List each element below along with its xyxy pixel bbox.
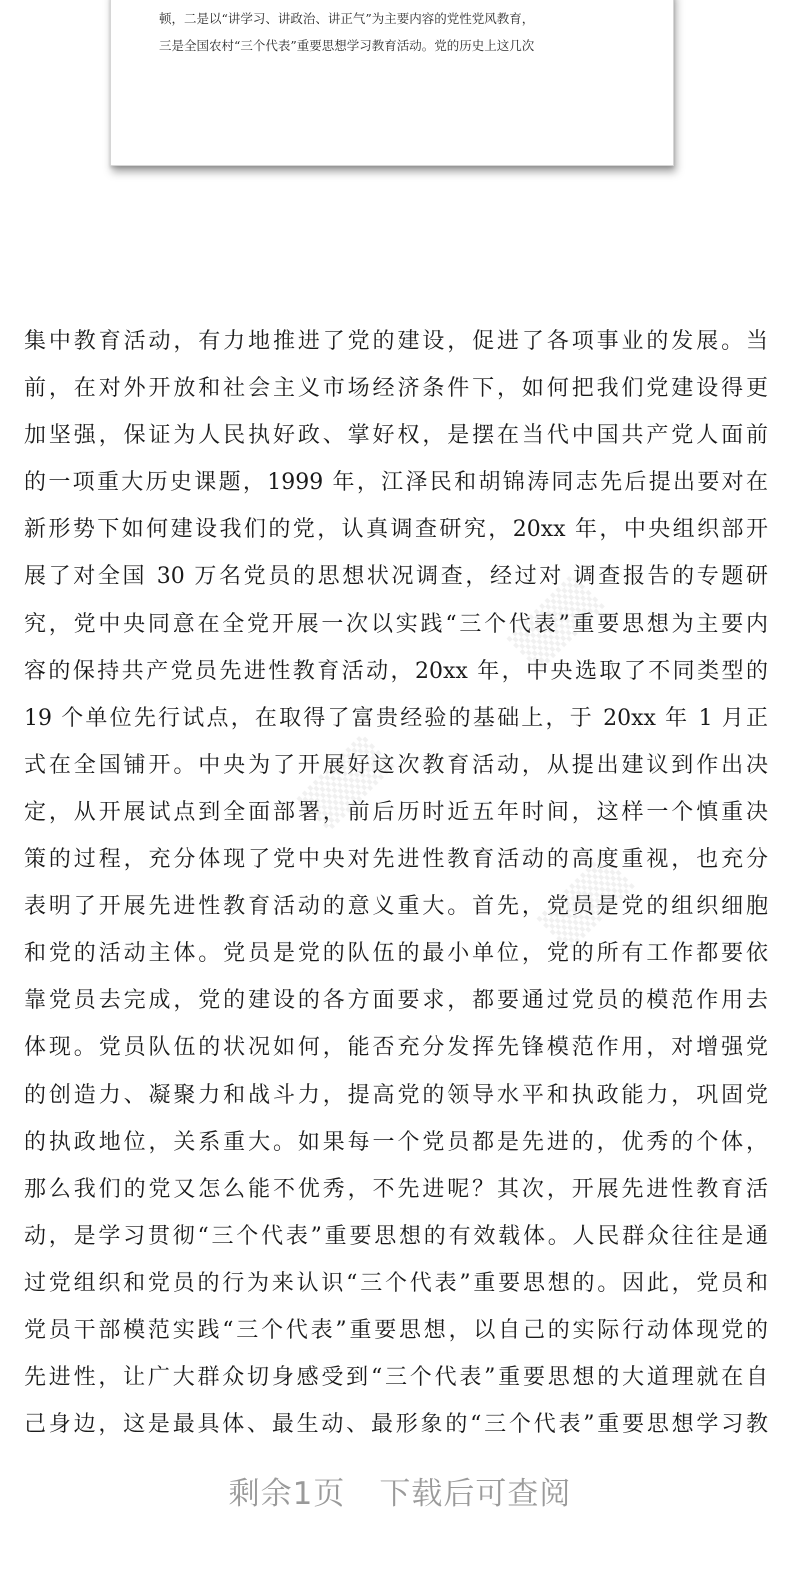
text-line: 靠党员去完成，党的建设的各方面要求，都要通过党员的模范作用去 [24, 988, 768, 1014]
text-line: 先进性，让广大群众切身感受到“三个代表”重要思想的大道理就在自 [24, 1365, 768, 1391]
text-line: 定，从开展试点到全面部署，前后历时近五年时间，这样一个慎重决 [24, 799, 768, 825]
previous-page-card [110, 0, 674, 166]
text-line: 己身边，这是最具体、最生动、最形象的“三个代表”重要思想学习教 [24, 1412, 768, 1438]
remaining-pages-label: 剩余1页 [228, 1476, 346, 1512]
text-line: 党员干部模范实践“三个代表”重要思想，以自己的实际行动体现党的 [24, 1317, 768, 1343]
text-line: 过党组织和党员的行为来认识“三个代表”重要思想的。因此，党员和 [24, 1270, 768, 1296]
watermark: ▒▒▒ [537, 854, 636, 952]
download-hint-label: 下载后可查阅 [379, 1476, 572, 1512]
text-line: 的创造力、凝聚力和战斗力，提高党的领导水平和执政能力，巩固党 [24, 1082, 768, 1108]
text-line: 新形势下如何建设我们的党，认真调查研究，20xx 年，中央组织部开 [24, 517, 768, 543]
text-line: 容的保持共产党员先进性教育活动，20xx 年，中央选取了不同类型的 [24, 658, 768, 684]
text-line: 动，是学习贯彻“三个代表”重要思想的有效载体。人民群众往往是通 [24, 1223, 768, 1249]
preview-line-1: 顿，二是以“讲学习、讲政治、讲正气”为主要内容的党性党风教育， [159, 11, 535, 26]
text-line: 那么我们的党又怎么能不优秀，不先进呢？其次，开展先进性教育活 [24, 1176, 768, 1202]
download-prompt[interactable] [0, 1468, 800, 1513]
text-line: 式在全国铺开。中央为了开展好这次教育活动，从提出建议到作出决 [24, 752, 768, 778]
text-line: 表明了开展先进性教育活动的意义重大。首先，党员是党的组织细胞 [24, 894, 768, 920]
text-line: 前，在对外开放和社会主义市场经济条件下，如何把我们党建设得更 [24, 376, 768, 402]
text-line: 集中教育活动，有力地推进了党的建设，促进了各项事业的发展。当 [24, 329, 768, 354]
text-line: 19 个单位先行试点，在取得了富贵经验的基础上，于 20xx 年 1 月正 [24, 705, 768, 731]
text-line: 和党的活动主体。党员是党的队伍的最小单位，党的所有工作都要依 [24, 941, 768, 967]
watermark: ▒▒▒ [297, 734, 396, 832]
watermark: ▒▒▒ [507, 574, 606, 672]
text-line: 的执政地位，关系重大。如果每一个党员都是先进的，优秀的个体， [24, 1129, 768, 1155]
document-body [24, 318, 768, 1448]
preview-line-2: 三是全国农村“三个代表”重要思想学习教育活动。党的历史上这几次 [159, 38, 535, 53]
text-line: 的一项重大历史课题，1999 年，江泽民和胡锦涛同志先后提出要对在 [24, 470, 768, 496]
text-line: 加坚强，保证为人民执好政、掌好权，是摆在当代中国共产党人面前 [24, 423, 768, 449]
text-line: 体现。党员队伍的状况如何，能否充分发挥先锋模范作用，对增强党 [24, 1035, 768, 1061]
text-line: 策的过程，充分体现了党中央对先进性教育活动的高度重视，也充分 [24, 847, 768, 873]
text-line: 究，党中央同意在全党开展一次以实践“三个代表”重要思想为主要内 [24, 611, 768, 637]
text-line: 展了对全国 30 万名党员的思想状况调查，经过对 调查报告的专题研 [24, 564, 768, 590]
